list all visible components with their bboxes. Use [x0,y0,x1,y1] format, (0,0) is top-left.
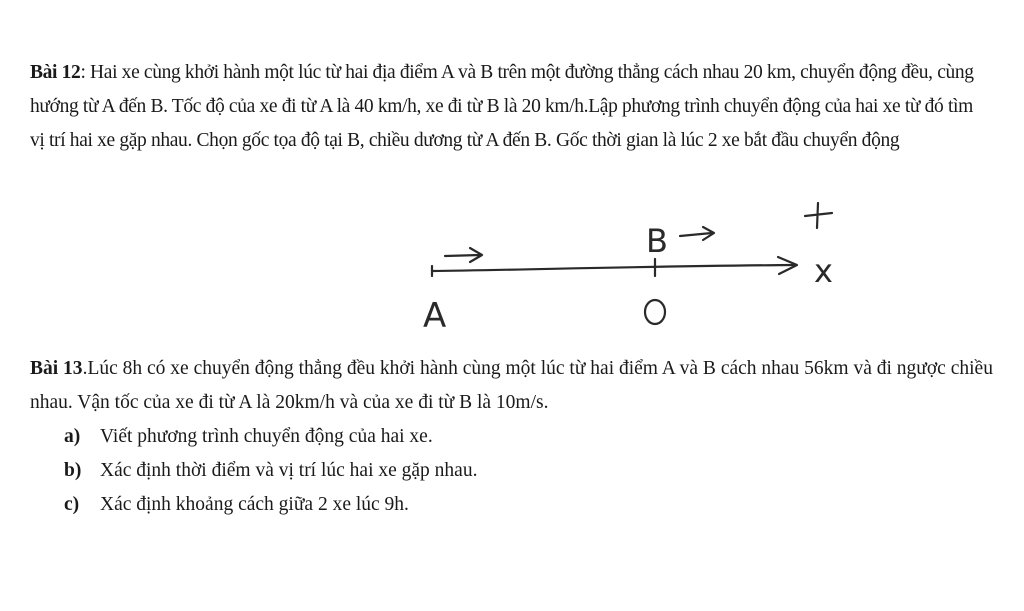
problem-13-items [64,420,477,522]
plus-icon [805,203,832,228]
item-key: b) [64,460,82,481]
item-key: c) [64,494,80,515]
list-item [64,420,477,454]
axis-line [432,265,795,271]
item-key: a) [64,426,81,447]
item-text: Viết phương trình chuyển động của hai xe. [100,426,433,447]
item-text: Xác định khoảng cách giữa 2 xe lúc 9h. [100,494,409,515]
list-item [64,488,477,522]
problem-13-text: .Lúc 8h có xe chuyển động thẳng đều khởi hành cùng một lúc từ hai điểm A và B cách nhau 56km và đi ngược chiều nhau. Vận tốc của xe đi từ A là 20km/h và của xe đi từ B là 10m/s. [30,358,993,413]
origin-circle-icon [645,300,665,324]
problem-13 [30,352,995,420]
problem-12-text: : Hai xe cùng khởi hành một lúc từ hai địa điểm A và B trên một đường thẳng cách nhau 20 km, chuyển động đều, cùng hướng từ A đến B. Tốc độ của xe đi từ A là 40 km/h, xe đi từ B là 20 km/h.Lập phương trình chuyển động của hai xe từ đó tìm vị trí hai xe gặp nhau. Chọn gốc tọa độ tại B, chiều dương từ A đến B. Gốc thời gian là lúc 2 xe bắt đầu chuyển động [30,62,974,151]
list-item [64,454,477,488]
label-a: A [423,296,447,336]
problem-12-label: Bài 12 [30,62,81,83]
label-x: x [814,252,833,290]
item-text: Xác định thời điểm và vị trí lúc hai xe gặp nhau. [100,460,478,481]
arrow-a-icon [445,248,482,262]
arrow-b-icon [680,227,714,240]
problem-13-label: Bài 13 [30,358,83,379]
label-b: B [646,222,668,260]
